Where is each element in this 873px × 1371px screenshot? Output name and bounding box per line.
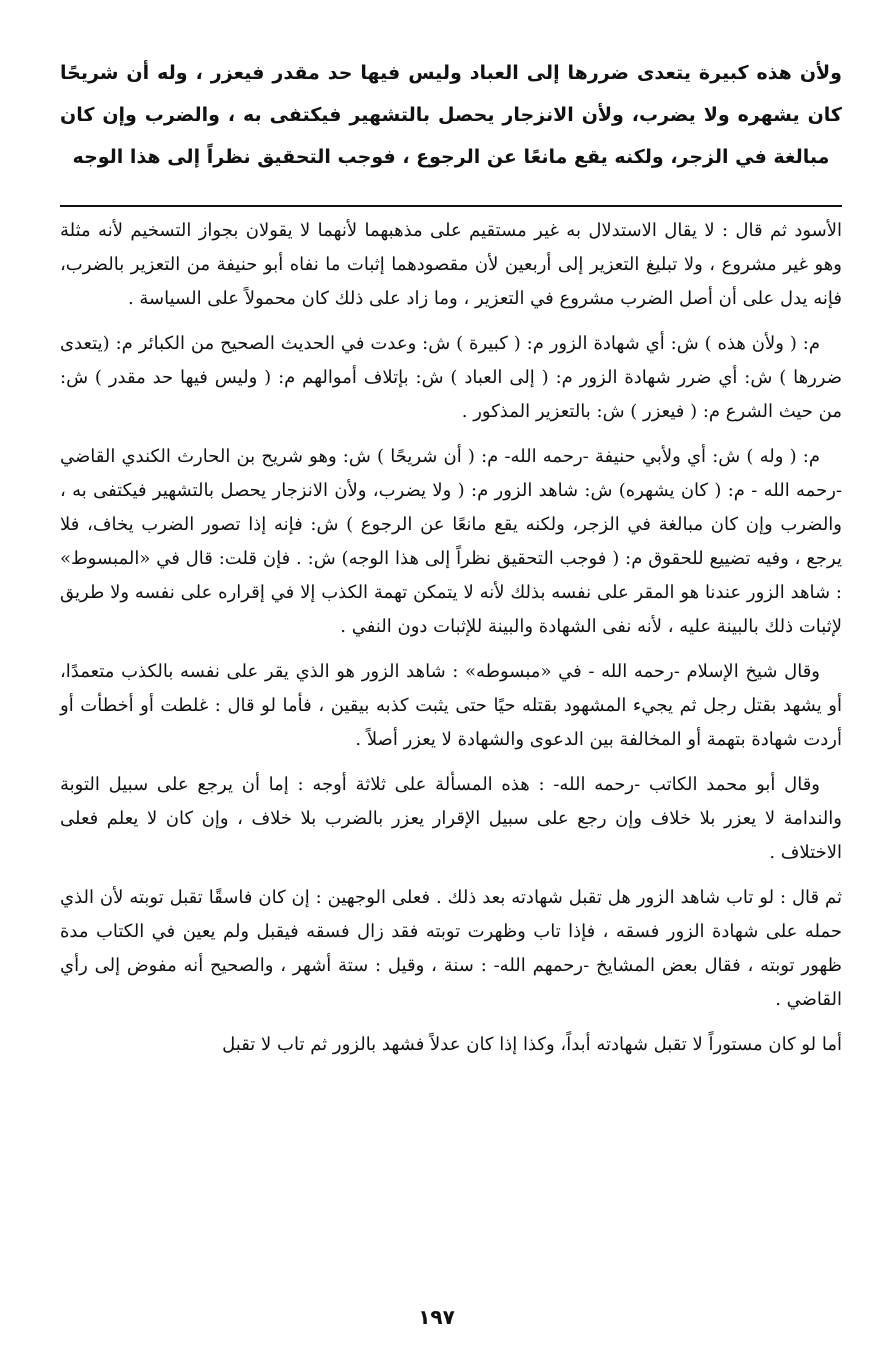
commentary-paragraph: وقال أبو محمد الكاتب -رحمه الله- : هذه المسألة على ثلاثة أوجه : إما أن يرجع على سبيل التوبة والندامة لا يعزر بلا خلاف وإن رجع على سبيل الإقرار يعزر بالضرب بلا خلاف ، وإن كان لا يعلم فعلى الاختلاف . [60, 774, 842, 863]
commentary-paragraph: م: ( وله ) ش: أي ولأبي حنيفة -رحمه الله- م: ( أن شريحًا ) ش: وهو شريح بن الحارث الكندي القاضي -رحمه الله - م: ( كان يشهره) ش: شاهد الزور م: ( ولا يضرب، ولأن الانزجار يحصل بالتشهير فيكتفى به ، والضرب وإن كان مبالغة في الزجر، ولكنه يقع مانعًا عن الرجوع ) ش: فإنه إذا تصور الضرب يخاف، فلا يرجع ، وفيه تضييع للحقوق م: ( فوجب التحقيق نظراً إلى هذا الوجه) ش: . فإن قلت: قال في «المبسوط» : شاهد الزور عندنا هو المقر على نفسه بذلك لأنه لا يتمكن تهمة الكذب إلا في إقراره على نفسه ولا طريق لإثبات ذلك بالبينة عليه ، لأنه نفى الشهادة والبينة للإثبات دون النفي . [60, 446, 842, 637]
commentary-paragraph: الأسود ثم قال : لا يقال الاستدلال به غير مستقيم على مذهبهما لأنهما لا يقولان بجواز التسخيم لأنه مثلة وهو غير مشروع ، ولا تبليغ التعزير إلى أربعين لأن مقصودهما إثبات ما نفاه أبو حنيفة من التعزير بالضرب، فإنه يدل على أن أصل الضرب مشروع في التعزير ، وما زاد على ذلك كان محمولاً على السياسة . [60, 220, 842, 309]
page-number: ١٩٧ [418, 1305, 455, 1329]
commentary-section [60, 214, 842, 1073]
commentary-paragraph: أما لو كان مستوراً لا تقبل شهادته أبداً، وكذا إذا كان عدلاً فشهد بالزور ثم تاب لا تقبل [222, 1034, 842, 1055]
commentary-paragraph: م: ( ولأن هذه ) ش: أي شهادة الزور م: ( كبيرة ) ش: وعدت في الحديث الصحيح من الكبائر م: (يتعدى ضررها ) ش: أي ضرر شهادة الزور م: ( إلى العباد ) ش: بإتلاف أموالهم م: ( وليس فيها حد مقدر ) ش: من حيث الشرع م: ( فيعزر ) ش: بالتعزير المذكور . [60, 333, 842, 422]
commentary-paragraph: ثم قال : لو تاب شاهد الزور هل تقبل شهادته بعد ذلك . فعلى الوجهين : إن كان فاسقًا تقبل توبته لأن الذي حمله على شهادة الزور فسقه ، فإذا تاب وظهرت توبته فقد زال فسقه فيقبل ولم يعين في الكتاب مدة ظهور توبته ، فقال بعض المشايخ -رحمهم الله- : سنة ، وقيل : ستة أشهر ، والصحيح أنه مفوض إلى رأي القاضي . [60, 887, 842, 1010]
main-text: ولأن هذه كبيرة يتعدى ضررها إلى العباد وليس فيها حد مقدر فيعزر ، وله أن شريحًا كان يشهره ولا يضرب، ولأن الانزجار يحصل بالتشهير فيكتفى به ، والضرب وإن كان مبالغة في الزجر، ولكنه يقع مانعًا عن الرجوع ، فوجب التحقيق نظراً إلى هذا الوجه [60, 62, 842, 168]
commentary-paragraph: وقال شيخ الإسلام -رحمه الله - في «مبسوطه» : شاهد الزور هو الذي يقر على نفسه بالكذب متعمدًا، أو يشهد بقتل رجل ثم يجيء المشهود بقتله حيًا حتى يثبت كذبه بيقين ، فأما لو قال : غلطت أو أخطأت أو أردت شهادة بتهمة أو المخالفة بين الدعوى والشهادة لا يعزر أصلاً . [60, 661, 842, 750]
divider-rule [60, 205, 842, 207]
